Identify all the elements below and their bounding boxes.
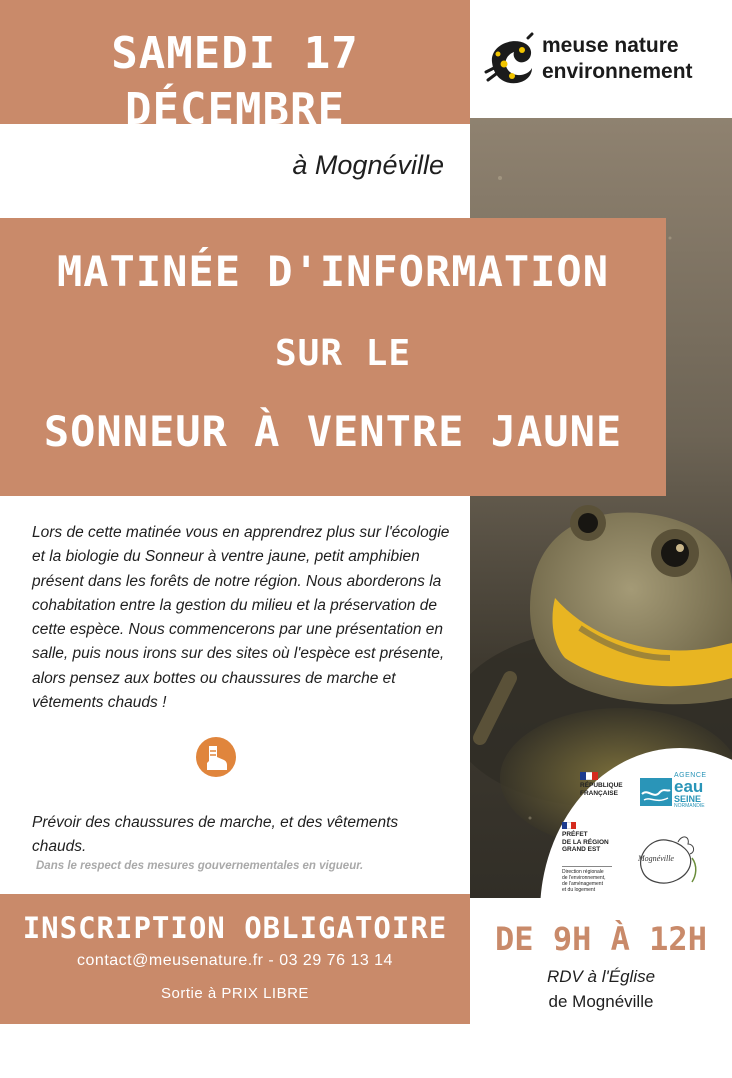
title-line-1: MATINÉE D'INFORMATION bbox=[56, 247, 609, 296]
logo-text-line1: meuse nature bbox=[542, 34, 679, 57]
logo-text-line2: environnement bbox=[542, 60, 693, 83]
event-location: à Mognéville bbox=[292, 150, 444, 180]
salamander-logo-icon bbox=[482, 32, 538, 88]
french-flag-icon bbox=[562, 822, 576, 829]
government-measures-note: Dans le respect des mesures gouvernementales en vigueur. bbox=[36, 860, 364, 872]
meeting-point-line2: de Mognéville bbox=[548, 992, 654, 1011]
contact-info: contact@meusenature.fr - 03 29 76 13 14 bbox=[77, 952, 393, 969]
agence-normandie-label: NORMANDIE bbox=[674, 803, 705, 809]
event-time: DE 9H À 12H bbox=[495, 920, 707, 958]
prefet-grand-est-logo bbox=[562, 822, 632, 893]
agence-eau-label: eau bbox=[674, 777, 704, 796]
title-line-3: SONNEUR À VENTRE JAUNE bbox=[43, 407, 623, 456]
registration-title: INSCRIPTION OBLIGATOIRE bbox=[22, 911, 448, 945]
prefet-line3: GRAND EST bbox=[562, 846, 601, 853]
republique-line2: FRANÇAISE bbox=[580, 790, 618, 797]
republique-francaise-logo bbox=[580, 772, 640, 798]
advice-text: Prévoir des chaussures de marche, et des vêtements chauds. bbox=[32, 814, 399, 855]
dreal-line1: Direction régionale bbox=[562, 868, 604, 875]
meeting-point-line1: RDV à l'Église bbox=[546, 967, 656, 986]
meuse-nature-logo bbox=[482, 30, 722, 90]
hiking-boot-icon bbox=[196, 737, 236, 777]
dreal-line2: de l'environnement, bbox=[562, 874, 606, 881]
prefet-line2: DE LA RÉGION bbox=[562, 838, 609, 846]
dreal-line3: de l'aménagement bbox=[562, 880, 603, 887]
event-date: SAMEDI 17 DÉCEMBRE bbox=[111, 28, 359, 135]
agence-label: AGENCE bbox=[674, 772, 707, 779]
agence-seine-label: SEINE bbox=[674, 794, 702, 804]
republique-line1: RÉPUBLIQUE bbox=[580, 782, 623, 789]
mogneville-logo-text: Mognéville bbox=[638, 854, 674, 863]
prefet-line1: PRÉFET bbox=[562, 831, 588, 838]
water-wave-icon bbox=[640, 778, 672, 806]
agence-eau-seine-normandie-logo bbox=[640, 772, 712, 808]
mogneville-logo bbox=[634, 832, 704, 892]
french-flag-icon bbox=[580, 772, 598, 780]
description-paragraph: Lors de cette matinée vous en apprendrez plus sur l'écologie et la biologie du Sonneur à ventre jaune, petit amphibien présent dans les forêts de notre région. Nous aborderons la cohabitation entre la gestion du milieu et la préservation de cette espèce. Nous commencerons par une présentation en salle, puis nous irons sur des sites où l'espèce est présente, alors pensez aux bottes ou chaussures de marche et vêtements chauds ! bbox=[32, 524, 450, 712]
dreal-line4: et du logement bbox=[562, 886, 596, 893]
title-line-2: SUR LE bbox=[274, 333, 412, 374]
price-info: Sortie à PRIX LIBRE bbox=[161, 985, 309, 1002]
